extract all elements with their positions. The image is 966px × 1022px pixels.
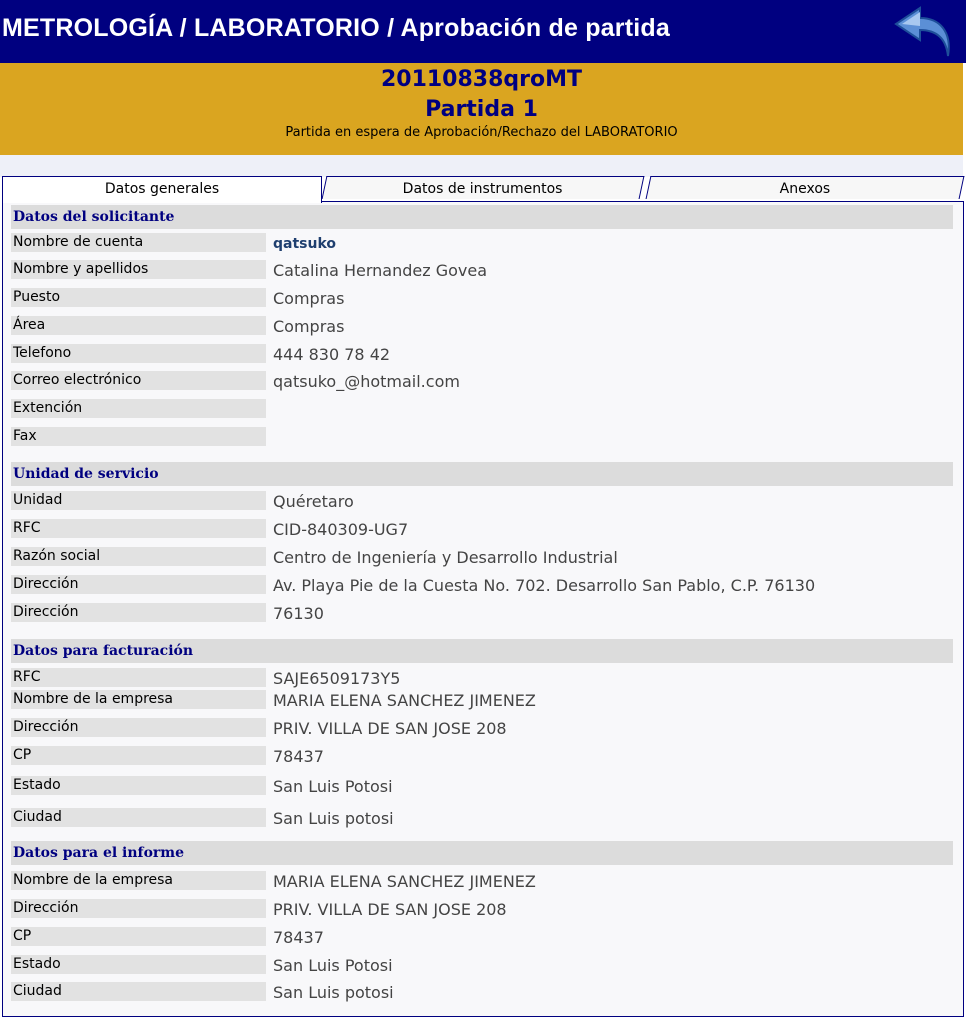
- field-label: RFC: [11, 668, 266, 687]
- tab-anexos[interactable]: [646, 176, 965, 199]
- field-label: CP: [11, 746, 266, 765]
- field-value: qatsuko_@hotmail.com: [273, 372, 460, 391]
- field-label: Telefono: [11, 344, 266, 363]
- field-label: Nombre de la empresa: [11, 871, 266, 890]
- section-title: Datos para facturación: [13, 643, 194, 659]
- field-value: 78437: [273, 747, 324, 766]
- field-value: San Luis Potosi: [273, 777, 393, 796]
- field-value: 78437: [273, 928, 324, 947]
- field-label: Dirección: [11, 603, 266, 622]
- field-label: Nombre y apellidos: [11, 260, 266, 279]
- field-label: Dirección: [11, 575, 266, 594]
- section-title: Datos para el informe: [13, 845, 185, 861]
- field-label: Puesto: [11, 288, 266, 307]
- partida-status: Partida en espera de Aprobación/Rechazo del LABORATORIO: [285, 125, 678, 140]
- partida-number: Partida 1: [425, 97, 538, 122]
- field-value: Compras: [273, 289, 345, 308]
- partida-banner: [0, 63, 963, 155]
- field-label: Ciudad: [11, 808, 266, 827]
- field-label: Extención: [11, 399, 266, 418]
- tab-datos-instrumentos[interactable]: [322, 176, 645, 199]
- field-value: Catalina Hernandez Govea: [273, 261, 488, 280]
- field-value: Centro de Ingeniería y Desarrollo Industrial: [273, 548, 618, 567]
- field-value: 76130: [273, 604, 324, 623]
- field-value: SAJE6509173Y5: [273, 669, 401, 688]
- section-unidad: [11, 462, 953, 486]
- field-value: San Luis Potosi: [273, 956, 393, 975]
- field-value: 444 830 78 42: [273, 345, 391, 364]
- section-facturacion: [11, 639, 953, 663]
- tab-datos-instrumentos-label: Datos de instrumentos: [402, 181, 563, 197]
- field-value: San Luis potosi: [273, 983, 394, 1002]
- field-value: PRIV. VILLA DE SAN JOSE 208: [273, 900, 507, 919]
- field-value: MARIA ELENA SANCHEZ JIMENEZ: [273, 691, 536, 710]
- field-label: Dirección: [11, 899, 266, 918]
- field-value: Av. Playa Pie de la Cuesta No. 702. Desarrollo San Pablo, C.P. 76130: [273, 576, 816, 595]
- field-value: PRIV. VILLA DE SAN JOSE 208: [273, 719, 507, 738]
- field-label: Correo electrónico: [11, 371, 266, 390]
- tab-bar: [0, 176, 966, 202]
- section-title: Unidad de servicio: [13, 466, 159, 482]
- request-code: 20110838qroMT: [380, 67, 583, 92]
- section-informe: [11, 841, 953, 865]
- section-solicitante: [11, 205, 953, 229]
- page-title: METROLOGÍA / LABORATORIO / Aprobación de partida: [2, 14, 670, 42]
- field-value: Quéretaro: [273, 492, 354, 511]
- field-value: MARIA ELENA SANCHEZ JIMENEZ: [273, 872, 536, 891]
- field-label: Nombre de la empresa: [11, 690, 266, 709]
- field-label: Fax: [11, 427, 266, 446]
- field-label: Razón social: [11, 547, 266, 566]
- field-label: Estado: [11, 955, 266, 974]
- spacer: [0, 155, 963, 177]
- general-data-panel: [2, 201, 964, 1017]
- tab-anexos-label: Anexos: [779, 181, 830, 197]
- title-bar: [0, 0, 966, 63]
- section-title: Datos del solicitante: [13, 209, 175, 225]
- field-label: Área: [11, 316, 266, 335]
- field-label: Nombre de cuenta: [11, 233, 266, 252]
- field-label: RFC: [11, 519, 266, 538]
- tab-datos-generales[interactable]: Datos generales: [2, 176, 322, 203]
- field-value: CID-840309-UG7: [273, 520, 409, 539]
- field-value: San Luis potosi: [273, 809, 394, 828]
- account-link[interactable]: qatsuko: [273, 236, 337, 252]
- field-label: Unidad: [11, 491, 266, 510]
- field-label: Ciudad: [11, 982, 266, 1001]
- field-value: Compras: [273, 317, 345, 336]
- field-label: Dirección: [11, 718, 266, 737]
- field-label: CP: [11, 927, 266, 946]
- back-arrow-icon[interactable]: [892, 2, 954, 60]
- field-label: Estado: [11, 776, 266, 795]
